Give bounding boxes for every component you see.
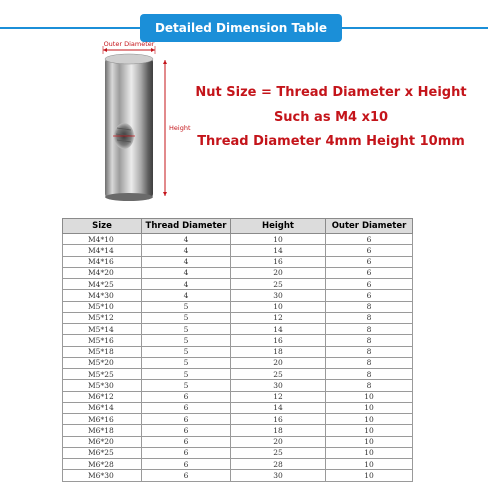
product-illustration: [75, 38, 205, 208]
cell-height: 30: [231, 380, 326, 391]
cell-outer-diameter: 10: [326, 425, 413, 436]
cell-thread-diameter: 5: [142, 346, 231, 357]
cell-outer-diameter: 10: [326, 414, 413, 425]
cell-height: 20: [231, 436, 326, 447]
cell-height: 18: [231, 425, 326, 436]
cell-size: M4*16: [63, 256, 142, 267]
note-example-explanation: Thread Diameter 4mm Height 10mm: [197, 134, 465, 149]
cell-size: M6*18: [63, 425, 142, 436]
cell-outer-diameter: 8: [326, 357, 413, 368]
table-row: [63, 459, 413, 470]
table-row: [63, 436, 413, 447]
table-row: [63, 301, 413, 312]
cell-height: 16: [231, 256, 326, 267]
cell-size: M5*14: [63, 324, 142, 335]
table-row: [63, 357, 413, 368]
cell-outer-diameter: 8: [326, 369, 413, 380]
cell-size: M5*25: [63, 369, 142, 380]
cell-thread-diameter: 5: [142, 357, 231, 368]
cell-height: 14: [231, 324, 326, 335]
table-row: [63, 245, 413, 256]
cell-thread-diameter: 6: [142, 459, 231, 470]
cell-size: M4*10: [63, 234, 142, 245]
cell-thread-diameter: 4: [142, 290, 231, 301]
cell-outer-diameter: 8: [326, 324, 413, 335]
table-row: [63, 256, 413, 267]
pin-top: [105, 54, 153, 64]
table-row: [63, 470, 413, 481]
note-size-formula: Nut Size = Thread Diameter x Height: [195, 85, 467, 100]
cell-size: M5*10: [63, 301, 142, 312]
cell-outer-diameter: 10: [326, 391, 413, 402]
table-row: [63, 279, 413, 290]
cell-size: M6*25: [63, 447, 142, 458]
cell-thread-diameter: 4: [142, 256, 231, 267]
cell-height: 20: [231, 267, 326, 278]
header-outer-diameter: Outer Diameter: [326, 219, 413, 234]
table-row: [63, 425, 413, 436]
cell-outer-diameter: 6: [326, 245, 413, 256]
cell-size: M5*16: [63, 335, 142, 346]
cell-outer-diameter: 8: [326, 380, 413, 391]
cell-outer-diameter: 6: [326, 234, 413, 245]
table-row: [63, 391, 413, 402]
cell-thread-diameter: 6: [142, 402, 231, 413]
cell-thread-diameter: 5: [142, 301, 231, 312]
cell-thread-diameter: 6: [142, 436, 231, 447]
cell-outer-diameter: 10: [326, 402, 413, 413]
cell-height: 30: [231, 290, 326, 301]
table-row: [63, 346, 413, 357]
cell-thread-diameter: 6: [142, 470, 231, 481]
header-size: Size: [63, 219, 142, 234]
header-height: Height: [231, 219, 326, 234]
table-row: [63, 312, 413, 323]
cell-size: M6*16: [63, 414, 142, 425]
cell-height: 14: [231, 245, 326, 256]
cell-size: M5*30: [63, 380, 142, 391]
table-row: [63, 380, 413, 391]
cell-size: M6*30: [63, 470, 142, 481]
table-header-row: [63, 219, 413, 234]
cell-size: M4*30: [63, 290, 142, 301]
height-label: Height: [169, 124, 191, 132]
cell-thread-diameter: 4: [142, 245, 231, 256]
cell-thread-diameter: 4: [142, 234, 231, 245]
cell-size: M4*20: [63, 267, 142, 278]
cell-height: 30: [231, 470, 326, 481]
table-row: [63, 335, 413, 346]
cell-height: 12: [231, 312, 326, 323]
cell-outer-diameter: 8: [326, 301, 413, 312]
table-row: [63, 234, 413, 245]
cell-size: M6*12: [63, 391, 142, 402]
cell-size: M5*18: [63, 346, 142, 357]
table-row: [63, 402, 413, 413]
cell-height: 25: [231, 369, 326, 380]
cell-thread-diameter: 6: [142, 391, 231, 402]
cell-size: M5*12: [63, 312, 142, 323]
table-row: [63, 267, 413, 278]
cell-outer-diameter: 6: [326, 256, 413, 267]
cell-outer-diameter: 8: [326, 335, 413, 346]
cell-outer-diameter: 10: [326, 459, 413, 470]
cell-outer-diameter: 10: [326, 436, 413, 447]
title-banner: Detailed Dimension Table: [140, 14, 342, 42]
note-example: Such as M4 x10: [273, 110, 389, 125]
cell-thread-diameter: 4: [142, 267, 231, 278]
cell-thread-diameter: 5: [142, 335, 231, 346]
cell-thread-diameter: 5: [142, 380, 231, 391]
table-row: [63, 369, 413, 380]
cell-thread-diameter: 5: [142, 369, 231, 380]
outer-diameter-label: Outer Diameter: [103, 40, 155, 48]
cell-outer-diameter: 6: [326, 290, 413, 301]
cell-size: M6*28: [63, 459, 142, 470]
cell-outer-diameter: 6: [326, 279, 413, 290]
table-body: [63, 234, 413, 482]
table-row: [63, 414, 413, 425]
cell-outer-diameter: 10: [326, 447, 413, 458]
cell-outer-diameter: 6: [326, 267, 413, 278]
cell-size: M5*20: [63, 357, 142, 368]
cell-thread-diameter: 5: [142, 324, 231, 335]
cell-outer-diameter: 8: [326, 312, 413, 323]
cell-size: M4*14: [63, 245, 142, 256]
cell-outer-diameter: 8: [326, 346, 413, 357]
cell-thread-diameter: 5: [142, 312, 231, 323]
cell-height: 10: [231, 301, 326, 312]
cell-size: M6*20: [63, 436, 142, 447]
header-thread-diameter: Thread Diameter: [142, 219, 231, 234]
table-row: [63, 290, 413, 301]
cell-height: 25: [231, 447, 326, 458]
cell-size: M4*25: [63, 279, 142, 290]
cell-thread-diameter: 4: [142, 279, 231, 290]
cell-size: M6*14: [63, 402, 142, 413]
cell-height: 14: [231, 402, 326, 413]
cell-height: 16: [231, 335, 326, 346]
cell-height: 28: [231, 459, 326, 470]
cell-height: 20: [231, 357, 326, 368]
cell-outer-diameter: 10: [326, 470, 413, 481]
cell-thread-diameter: 6: [142, 425, 231, 436]
cell-height: 10: [231, 234, 326, 245]
dimension-table: [62, 218, 413, 482]
cell-height: 25: [231, 279, 326, 290]
cell-height: 18: [231, 346, 326, 357]
table-row: [63, 324, 413, 335]
cell-height: 12: [231, 391, 326, 402]
cell-thread-diameter: 6: [142, 414, 231, 425]
cell-height: 16: [231, 414, 326, 425]
cell-thread-diameter: 6: [142, 447, 231, 458]
table-row: [63, 447, 413, 458]
